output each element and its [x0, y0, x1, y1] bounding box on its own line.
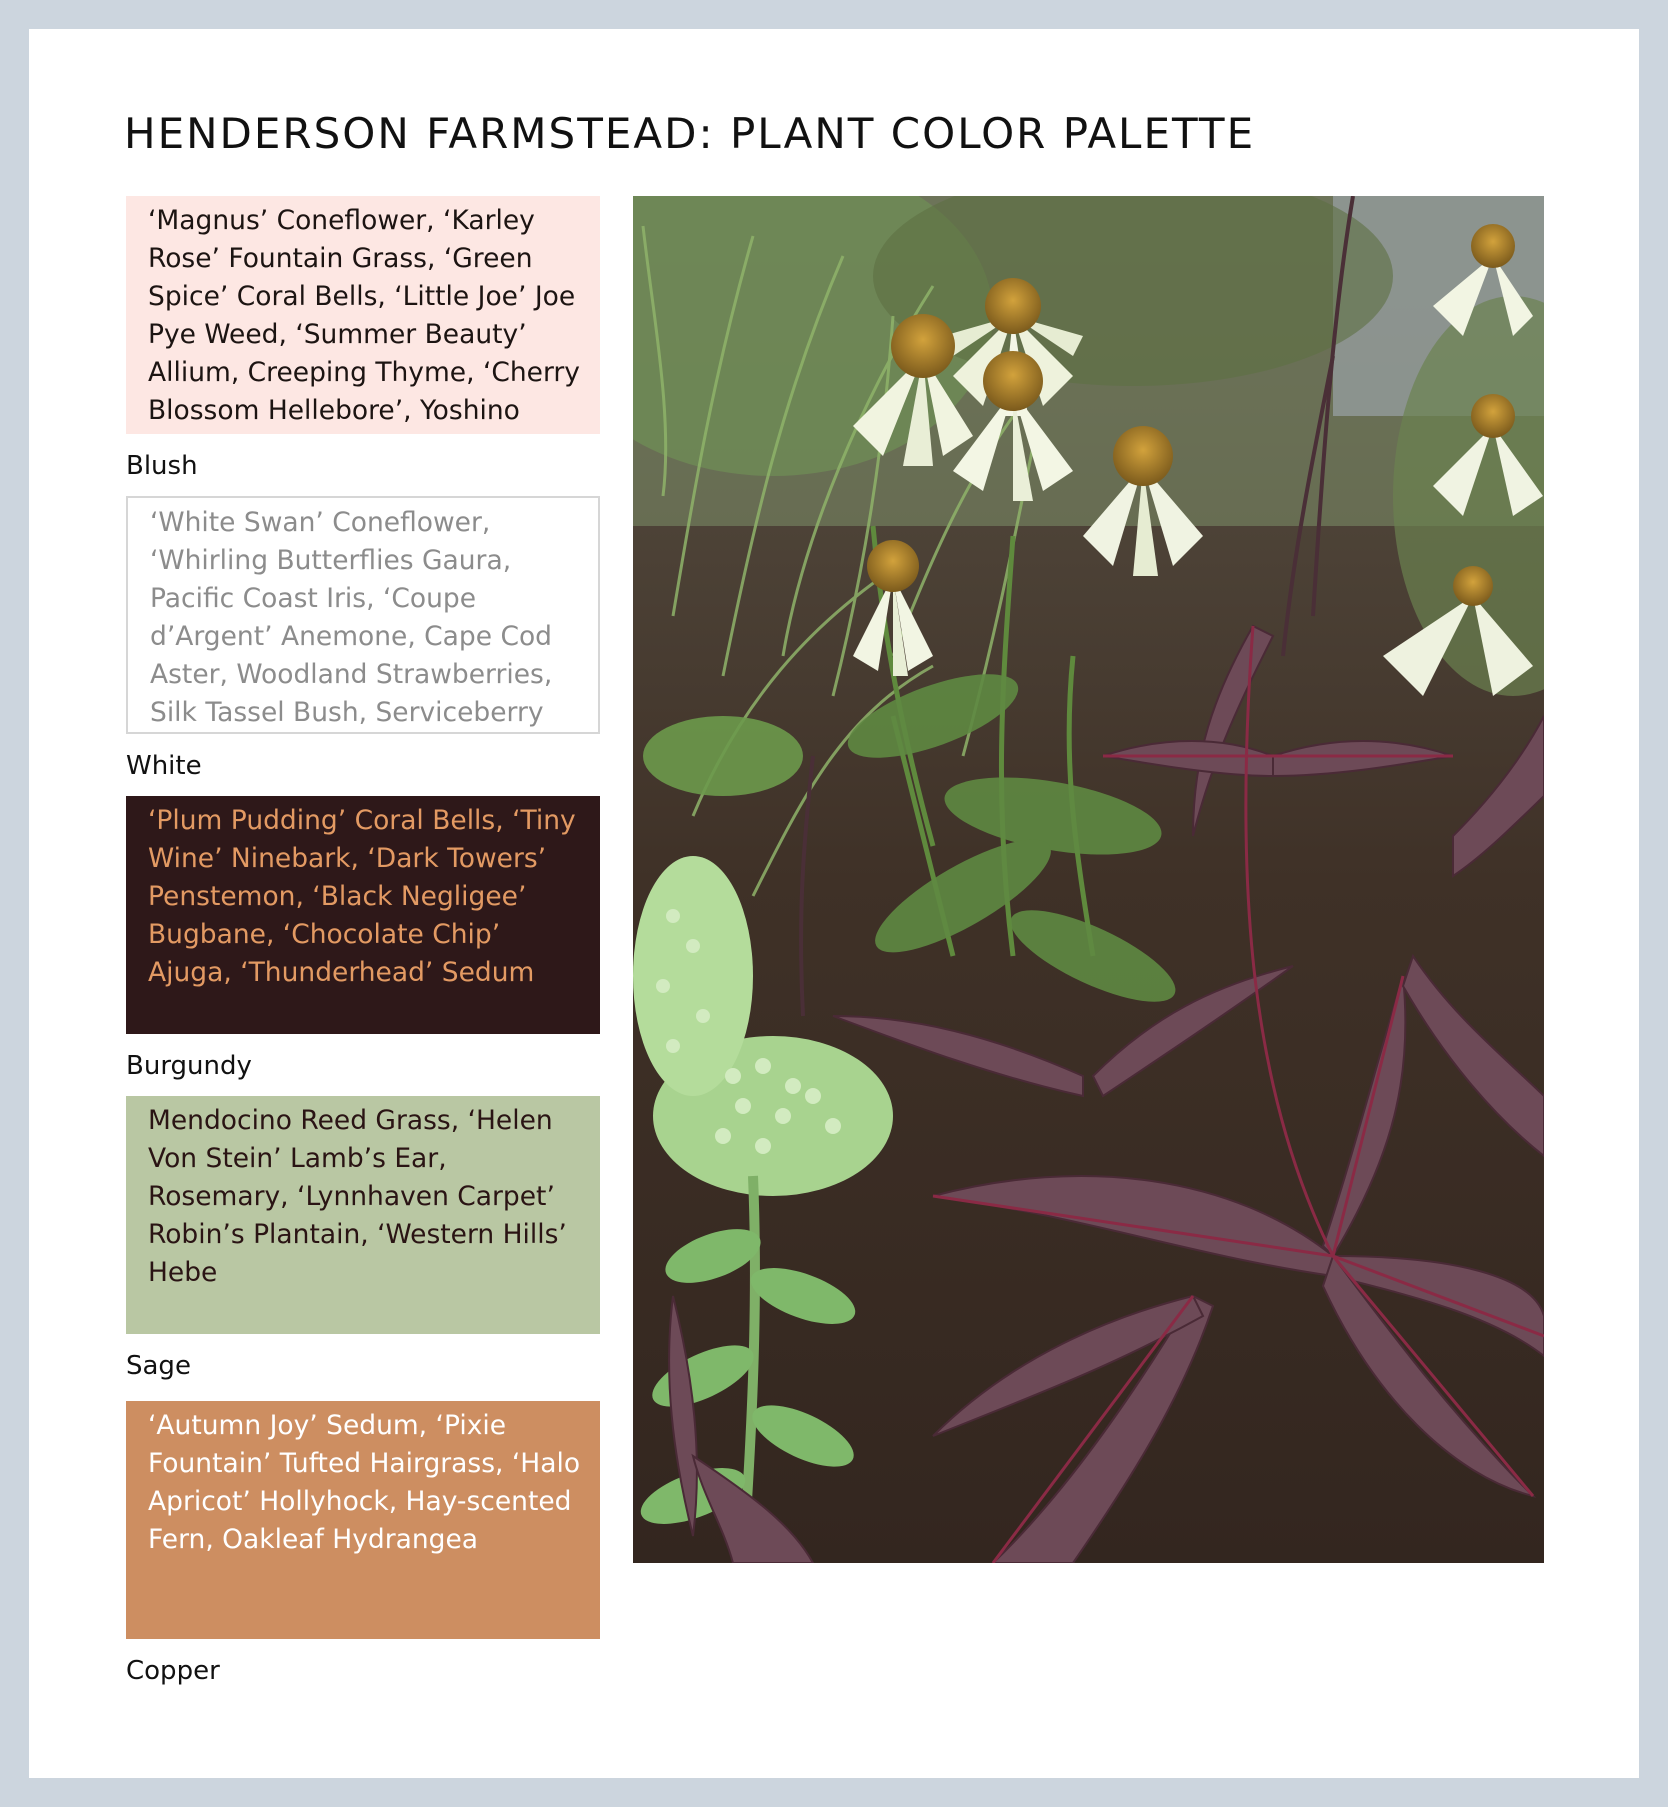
swatch-blush	[126, 196, 600, 434]
swatch-copper	[126, 1401, 600, 1639]
swatch-sage-plants: Mendocino Reed Grass, ‘Helen Von Stein’ Lamb’s Ear, Rosemary, ‘Lynnhaven Carpet’ Robin’s Plantain, ‘Western Hills’ Hebe	[148, 1105, 567, 1288]
swatch-copper-label: Copper	[126, 1656, 220, 1686]
swatch-blush-label: Blush	[126, 451, 198, 481]
swatch-copper-plants: ‘Autumn Joy’ Sedum, ‘Pixie Fountain’ Tufted Hairgrass, ‘Halo Apricot’ Hollyhock, Hay-scented Fern, Oakleaf Hydrangea	[148, 1410, 581, 1555]
swatch-blush-plants: ‘Magnus’ Coneflower, ‘Karley Rose’ Fountain Grass, ‘Green Spice’ Coral Bells, ‘Little Joe’ Joe Pye Weed, ‘Summer Beauty’ Allium, Creeping Thyme, ‘Cherry Blossom Hellebore’, Yoshino	[148, 205, 580, 426]
swatch-white-label: White	[126, 751, 202, 781]
swatch-burgundy-label: Burgundy	[126, 1051, 252, 1081]
swatch-burgundy-plants: ‘Plum Pudding’ Coral Bells, ‘Tiny Wine’ Ninebark, ‘Dark Towers’ Penstemon, ‘Black Negligee’ Bugbane, ‘Chocolate Chip’ Ajuga, ‘Thunderhead’ Sedum	[148, 805, 576, 988]
swatch-white	[126, 496, 600, 734]
swatch-white-plants: ‘White Swan’ Coneflower, ‘Whirling Butterflies Gaura, Pacific Coast Iris, ‘Coupe d’Argent’ Anemone, Cape Cod Aster, Woodland Strawberries, Silk Tassel Bush, Serviceberry	[150, 507, 553, 728]
palette-sheet	[29, 29, 1639, 1778]
page-title: HENDERSON FARMSTEAD: PLANT COLOR PALETTE	[124, 109, 1256, 158]
swatch-sage	[126, 1096, 600, 1334]
swatch-burgundy	[126, 796, 600, 1034]
garden-photo	[633, 196, 1544, 1563]
swatch-sage-label: Sage	[126, 1351, 191, 1381]
